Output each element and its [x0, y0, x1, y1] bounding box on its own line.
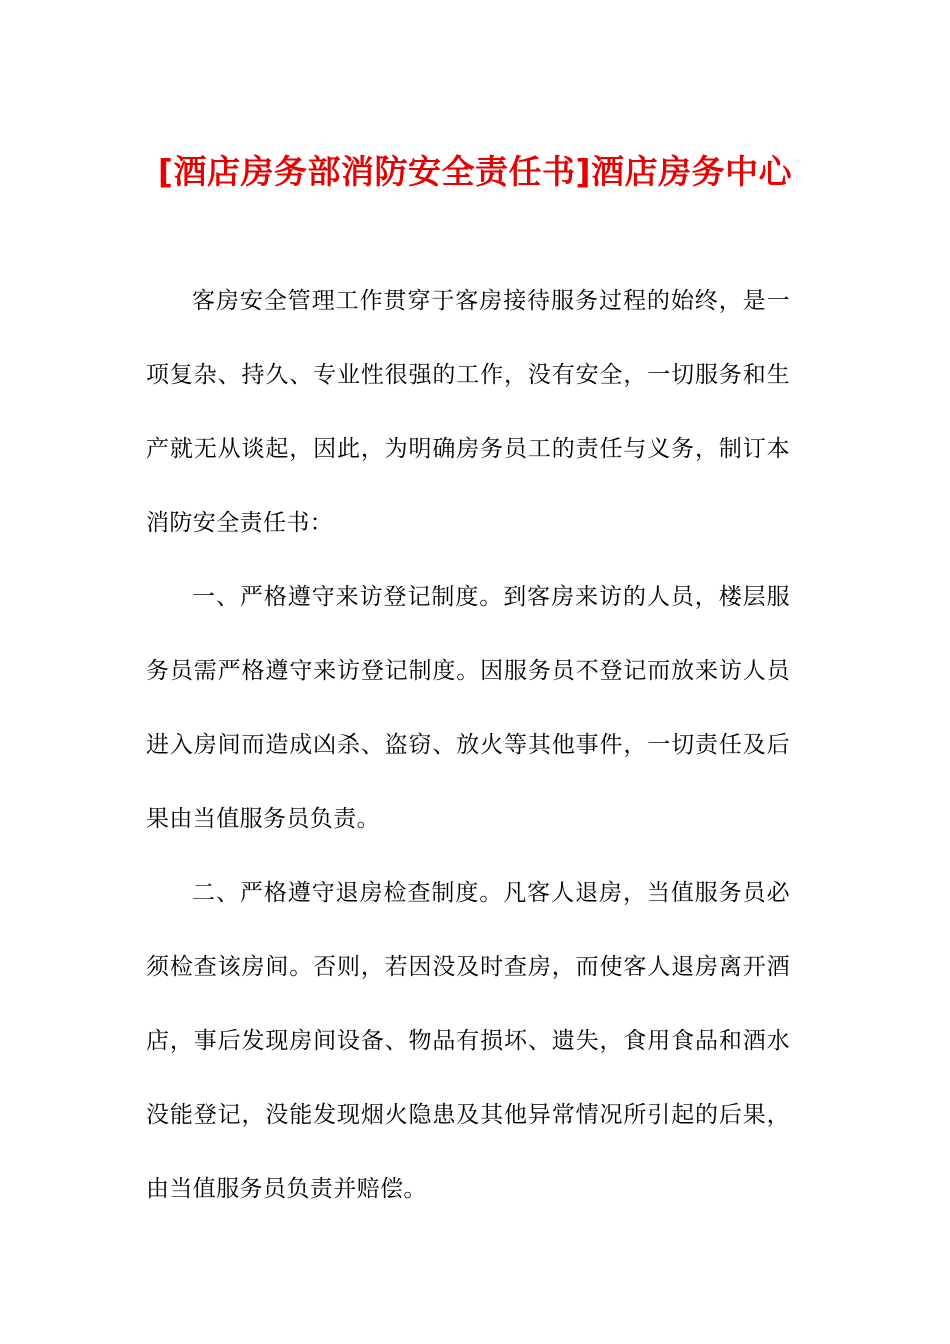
paragraph-visitor-registration: 一、严格遵守来访登记制度。到客房来访的人员，楼层服务员需严格遵守来访登记制度。因服务员不登记而放来访人员进入房间而造成凶杀、盗窃、放火等其他事件，一切责任及后果由当值服务员负责。 [146, 584, 790, 832]
paragraph-intro: 客房安全管理工作贯穿于客房接待服务过程的始终，是一项复杂、持久、专业性很强的工作，没有安全，一切服务和生产就无从谈起，因此，为明确房务员工的责任与义务，制订本消防安全责任书： [146, 288, 790, 536]
document-title: [酒店房务部消防安全责任书]酒店房务中心 [157, 152, 793, 191]
document-body [146, 264, 790, 1226]
paragraph-checkout-inspection: 二、严格遵守退房检查制度。凡客人退房，当值服务员必须检查该房间。否则，若因没及时查房，而使客人退房离开酒店，事后发现房间设备、物品有损坏、遗失，食用食品和酒水没能登记，没能发现烟火隐患及其他异常情况所引起的后果，由当值服务员负责并赔偿。 [146, 880, 790, 1202]
